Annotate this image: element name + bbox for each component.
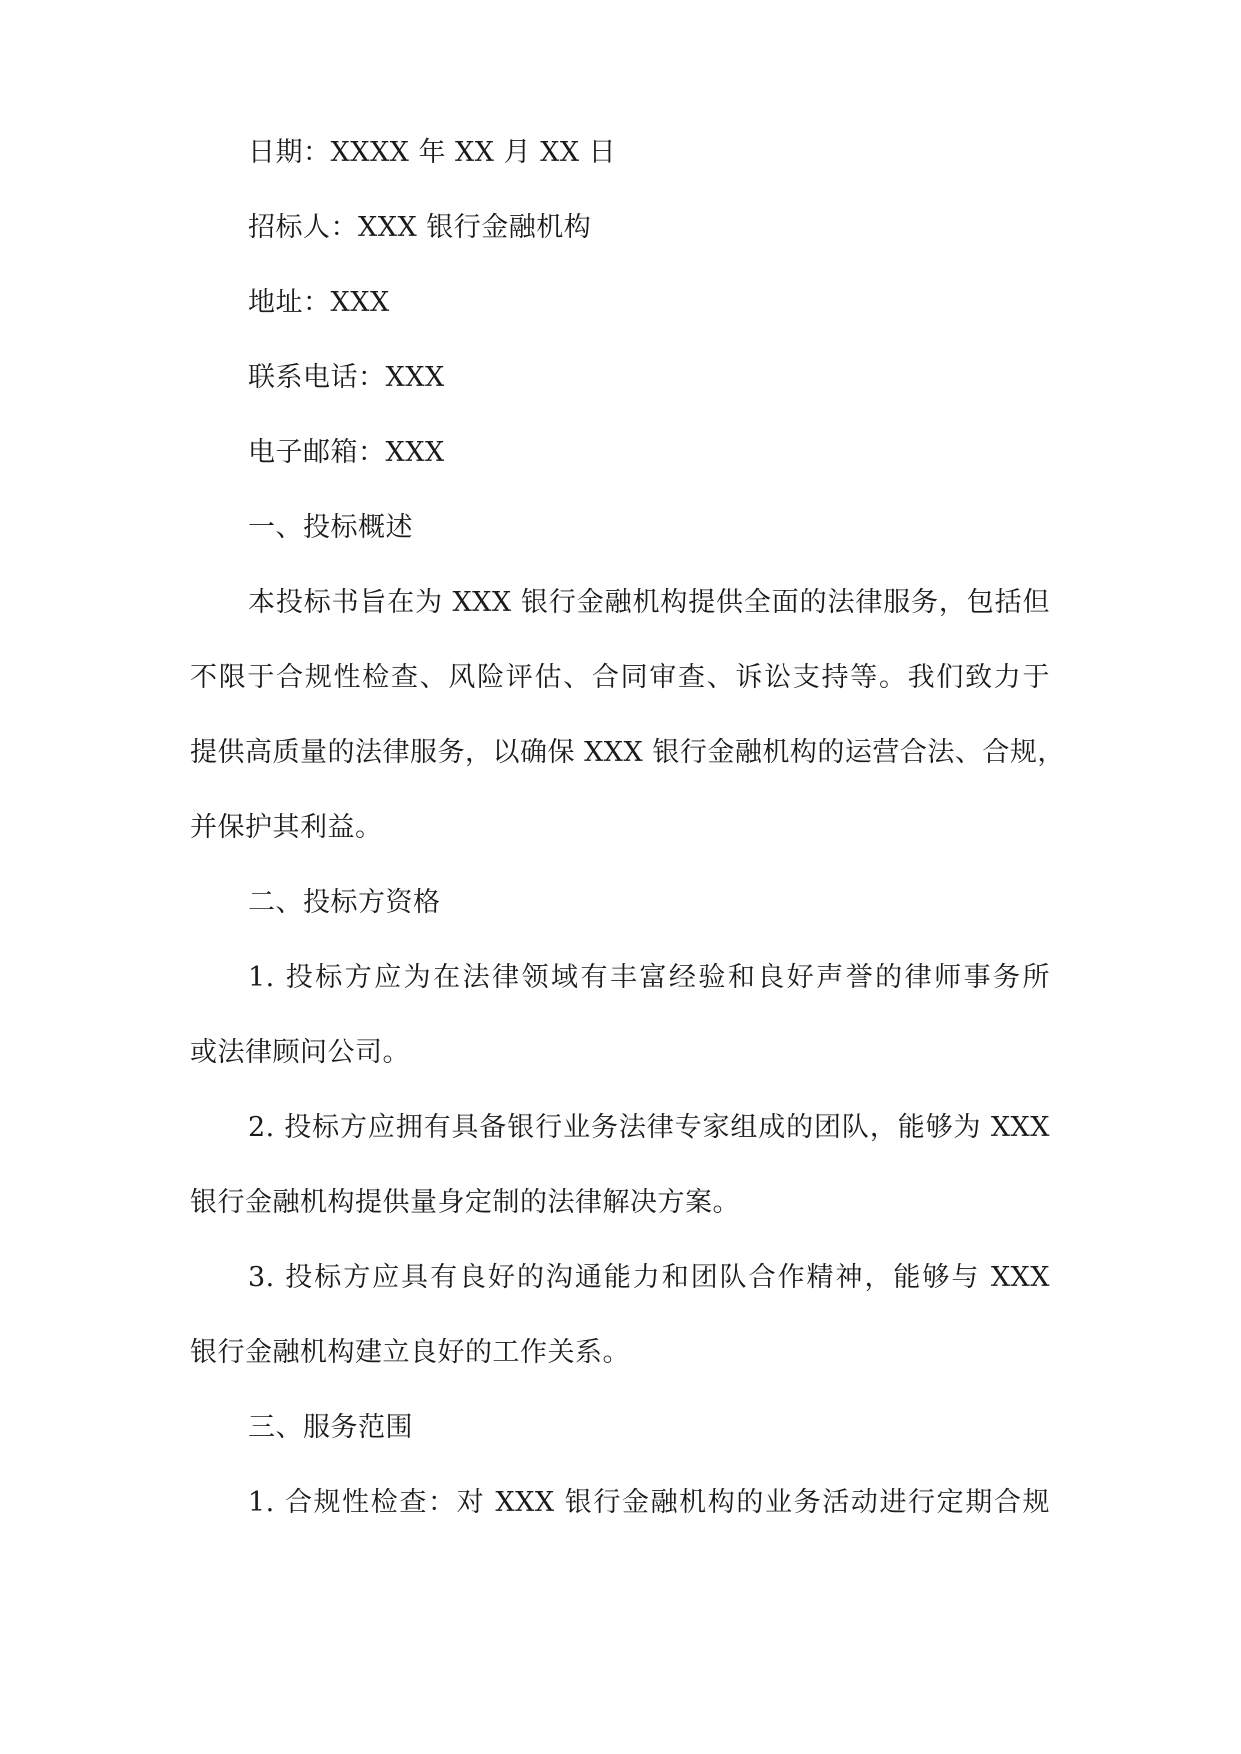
tenderer-label: 招标人： (248, 212, 358, 243)
paragraph-line: 并保护其利益。 (190, 812, 383, 843)
phone-value: XXX (385, 362, 445, 393)
address-field (248, 286, 390, 320)
list-item-line: 1. 合规性检查：对 XXX 银行金融机构的业务活动进行定期合规 (248, 1487, 1050, 1518)
tenderer-field (248, 211, 591, 245)
phone-label: 联系电话： (248, 362, 386, 393)
date-field (248, 136, 616, 170)
paragraph-line: 不限于合规性检查、风险评估、合同审查、诉讼支持等。我们致力于 (190, 662, 1050, 693)
email-label: 电子邮箱： (248, 437, 386, 468)
address-value: XXX (330, 287, 390, 318)
date-label: 日期： (248, 137, 331, 168)
list-item-line: 1. 投标方应为在法律领域有丰富经验和良好声誉的律师事务所 (248, 962, 1050, 993)
email-value: XXX (385, 437, 445, 468)
tenderer-value: XXX 银行金融机构 (358, 212, 592, 243)
date-value: XXXX 年 XX 月 XX 日 (330, 137, 617, 168)
paragraph-line: 本投标书旨在为 XXX 银行金融机构提供全面的法律服务，包括但 (248, 587, 1050, 618)
section-heading-overview: 一、投标概述 (248, 512, 413, 543)
list-item-line: 银行金融机构提供量身定制的法律解决方案。 (190, 1187, 740, 1218)
list-item-line: 银行金融机构建立良好的工作关系。 (190, 1337, 630, 1368)
list-item-line: 3. 投标方应具有良好的沟通能力和团队合作精神，能够与 XXX (248, 1262, 1050, 1293)
list-item-line: 或法律顾问公司。 (190, 1037, 410, 1068)
paragraph-line: 提供高质量的法律服务，以确保 XXX 银行金融机构的运营合法、合规， (190, 737, 1065, 768)
email-field (248, 436, 445, 470)
list-item-line: 2. 投标方应拥有具备银行业务法律专家组成的团队，能够为 XXX (248, 1112, 1050, 1143)
phone-field (248, 361, 445, 395)
address-label: 地址： (248, 287, 331, 318)
section-heading-scope: 三、服务范围 (248, 1412, 413, 1443)
section-heading-qualification: 二、投标方资格 (248, 887, 441, 918)
